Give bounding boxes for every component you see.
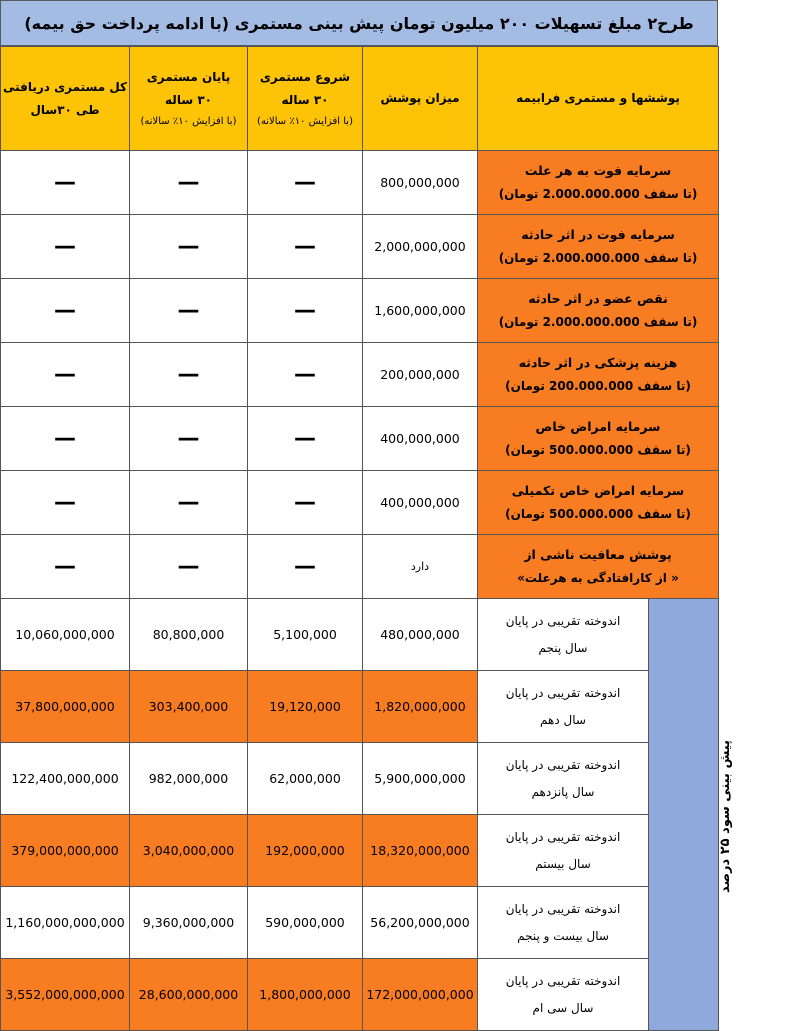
projection-total-cell: 10,060,000,000: [1, 599, 130, 671]
coverage-label-cell: [478, 279, 719, 343]
coverage-total-cell: —: [1, 279, 130, 343]
header-total-label: کل مستمری دریافتی: [2, 79, 128, 94]
coverage-row: [1, 471, 719, 535]
coverage-total-cell: —: [1, 215, 130, 279]
projection-end-cell: 3,040,000,000: [130, 815, 248, 887]
projection-label-cell: [478, 671, 649, 743]
projection-amount-cell: 1,820,000,000: [363, 671, 478, 743]
header-end-label: پایان مستمری: [146, 70, 231, 85]
projection-start-cell: 5,100,000: [248, 599, 363, 671]
projection-total-cell: 3,552,000,000,000: [1, 959, 130, 1031]
coverage-cap: (تا سقف 2.000.000.000 تومان): [498, 314, 698, 329]
coverage-amount-cell: 2,000,000,000: [363, 215, 478, 279]
coverage-row: [1, 215, 719, 279]
coverage-label: هزینه پزشکی در اثر حادثه: [518, 355, 678, 371]
coverage-end-cell: —: [130, 215, 248, 279]
header-amount: میزان پوشش: [363, 47, 478, 151]
projection-label: اندوخته تقریبی در پایان: [505, 830, 621, 845]
coverage-row: [1, 343, 719, 407]
projection-year: سال سی ام: [532, 1000, 594, 1015]
projection-total-cell: 122,400,000,000: [1, 743, 130, 815]
coverage-label-cell: [478, 215, 719, 279]
coverage-label-cell: [478, 407, 719, 471]
coverage-label: سرمایه فوت در اثر حادثه: [521, 227, 675, 243]
coverage-label-cell: [478, 151, 719, 215]
coverage-amount-cell: 400,000,000: [363, 407, 478, 471]
coverage-label: پوشش معافیت ناشی از: [524, 547, 672, 563]
projection-amount-cell: 5,900,000,000: [363, 743, 478, 815]
projection-label: اندوخته تقریبی در پایان: [505, 686, 621, 701]
projection-row: [1, 887, 719, 959]
header-end-sub: ۳۰ ساله: [165, 93, 212, 107]
coverage-amount-cell: 800,000,000: [363, 151, 478, 215]
projection-total-cell: 379,000,000,000: [1, 815, 130, 887]
projection-end-cell: 80,800,000: [130, 599, 248, 671]
projection-label: اندوخته تقریبی در پایان: [505, 758, 621, 773]
coverage-row: [1, 279, 719, 343]
projection-amount-cell: 56,200,000,000: [363, 887, 478, 959]
coverage-end-cell: —: [130, 343, 248, 407]
projection-total-cell: 1,160,000,000,000: [1, 887, 130, 959]
coverage-cap: (تا سقف 500.000.000 تومان): [505, 442, 691, 457]
projection-year: سال دهم: [540, 712, 586, 727]
coverage-cap: (تا سقف 500.000.000 تومان): [505, 506, 691, 521]
coverage-total-cell: —: [1, 471, 130, 535]
coverage-row: [1, 535, 719, 599]
header-start: [248, 47, 363, 151]
coverage-total-cell: —: [1, 535, 130, 599]
coverage-label-cell: [478, 535, 719, 599]
projection-start-cell: 590,000,000: [248, 887, 363, 959]
projection-amount-cell: 18,320,000,000: [363, 815, 478, 887]
coverage-label-cell: [478, 343, 719, 407]
coverage-cap: (تا سقف 2.000.000.000 تومان): [498, 186, 698, 201]
coverage-start-cell: —: [248, 279, 363, 343]
projection-year: سال پانزدهم: [531, 784, 595, 799]
projection-year: سال بیست و پنجم: [517, 928, 609, 943]
projection-end-cell: 9,360,000,000: [130, 887, 248, 959]
projection-row: [1, 815, 719, 887]
page-title: طرح۲ مبلغ تسهیلات ۲۰۰ میلیون تومان پیش بینی مستمری (با ادامه پرداخت حق بیمه): [0, 0, 718, 46]
projection-amount-cell: 172,000,000,000: [363, 959, 478, 1031]
coverage-label: سرمایه امراض خاص تکمیلی: [511, 483, 685, 499]
coverage-cap: (تا سقف 200.000.000 تومان): [505, 378, 691, 393]
projection-row: [1, 599, 719, 671]
projection-row: [1, 959, 719, 1031]
projection-year: سال بیستم: [535, 856, 591, 871]
projection-start-cell: 19,120,000: [248, 671, 363, 743]
coverage-label: نقص عضو در اثر حادثه: [528, 291, 668, 307]
projection-label: اندوخته تقریبی در پایان: [505, 974, 621, 989]
header-row: [1, 47, 719, 151]
projection-end-cell: 982,000,000: [130, 743, 248, 815]
header-total-sub: طی ۳۰سال: [30, 102, 100, 117]
projection-side-label-cell: [649, 599, 734, 1031]
coverage-start-cell: —: [248, 471, 363, 535]
coverage-total-cell: —: [1, 343, 130, 407]
header-end-note: (با افزایش ۱۰٪ سالانه): [140, 115, 237, 127]
coverage-start-cell: —: [248, 215, 363, 279]
coverage-cap: « از کارافتادگی به هرعلت»: [517, 570, 679, 585]
coverage-total-cell: —: [1, 151, 130, 215]
coverage-row: [1, 407, 719, 471]
projection-label-cell: [478, 815, 649, 887]
projection-start-cell: 192,000,000: [248, 815, 363, 887]
coverage-end-cell: —: [130, 279, 248, 343]
coverage-start-cell: —: [248, 407, 363, 471]
coverage-start-cell: —: [248, 151, 363, 215]
projection-label-cell: [478, 743, 649, 815]
projection-label-cell: [478, 887, 649, 959]
coverage-label: سرمایه امراض خاص: [535, 419, 661, 435]
coverage-label-cell: [478, 471, 719, 535]
coverage-row: [1, 151, 719, 215]
coverage-end-cell: —: [130, 471, 248, 535]
coverage-start-cell: —: [248, 535, 363, 599]
coverage-start-cell: —: [248, 343, 363, 407]
coverage-end-cell: —: [130, 407, 248, 471]
projection-label: اندوخته تقریبی در پایان: [505, 902, 621, 917]
header-start-label: شروع مستمری: [259, 70, 351, 85]
coverage-amount-cell: 1,600,000,000: [363, 279, 478, 343]
projection-end-cell: 303,400,000: [130, 671, 248, 743]
pension-table: [0, 46, 734, 1031]
projection-label: اندوخته تقریبی در پایان: [505, 614, 621, 629]
header-total: [1, 47, 130, 151]
projection-end-cell: 28,600,000,000: [130, 959, 248, 1031]
projection-label-cell: [478, 599, 649, 671]
projection-label-cell: [478, 959, 649, 1031]
coverage-cap: (تا سقف 2.000.000.000 تومان): [498, 250, 698, 265]
header-start-note: (با افزایش ۱۰٪ سالانه): [257, 115, 353, 127]
coverage-label: سرمایه فوت به هر علت: [524, 163, 672, 179]
projection-year: سال پنجم: [538, 640, 588, 655]
coverage-amount-cell: دارد: [363, 535, 478, 599]
coverage-end-cell: —: [130, 151, 248, 215]
header-covers: پوششها و مستمری فرابیمه: [478, 47, 719, 151]
header-end: [130, 47, 248, 151]
coverage-amount-cell: 400,000,000: [363, 471, 478, 535]
projection-start-cell: 62,000,000: [248, 743, 363, 815]
projection-row: [1, 671, 719, 743]
coverage-end-cell: —: [130, 535, 248, 599]
coverage-amount-cell: 200,000,000: [363, 343, 478, 407]
projection-amount-cell: 480,000,000: [363, 599, 478, 671]
projection-row: [1, 743, 719, 815]
coverage-total-cell: —: [1, 407, 130, 471]
projection-side-label: پیش بینی سود ۲۵ درصد: [718, 739, 734, 894]
projection-total-cell: 37,800,000,000: [1, 671, 130, 743]
header-start-sub: ۳۰ ساله: [281, 93, 329, 107]
projection-start-cell: 1,800,000,000: [248, 959, 363, 1031]
